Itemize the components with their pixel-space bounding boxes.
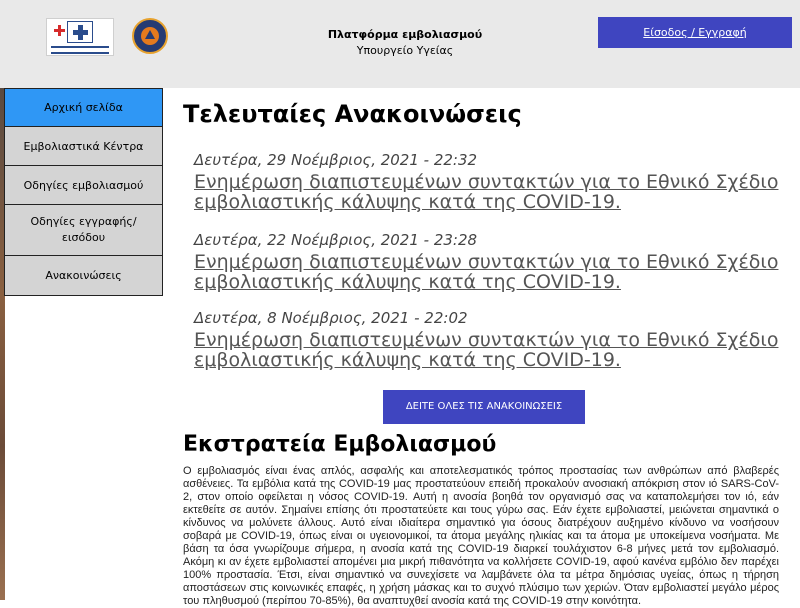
sidebar-item-registration-guide[interactable]: Οδηγίες εγγραφής/ εισόδου <box>4 204 163 256</box>
logo-lettering <box>51 46 109 54</box>
triangle-icon <box>145 30 155 39</box>
civil-protection-logo[interactable] <box>132 18 168 54</box>
ministry-of-health-logo[interactable] <box>46 18 114 56</box>
sidebar-item-vaccination-centers[interactable]: Εμβολιαστικά Κέντρα <box>4 126 163 166</box>
vaccination-campaign-heading: Εκστρατεία Εμβολιασμού <box>183 432 497 457</box>
announcement-link[interactable]: Ενημέρωση διαπιστευμένων συντακτών για το Εθνικό Σχέδιο εμβολιαστικής κάλυψης κατά της COVID-19. <box>194 171 779 213</box>
sidebar-item-home[interactable]: Αρχική σελίδα <box>4 88 163 127</box>
red-cross-icon <box>54 25 65 36</box>
login-register-button[interactable]: Είσοδος / Εγγραφή <box>598 17 792 48</box>
announcement-item <box>194 231 784 292</box>
announcement-item <box>194 151 784 212</box>
announcement-item <box>194 309 784 370</box>
announcement-link[interactable]: Ενημέρωση διαπιστευμένων συντακτών για το Εθνικό Σχέδιο εμβολιαστικής κάλυψης κατά της COVID-19. <box>194 329 779 371</box>
health-cross-icon <box>67 21 93 43</box>
sidebar-item-vaccination-guide[interactable]: Οδηγίες εμβολιασμού <box>4 165 163 205</box>
see-all-announcements-button[interactable]: ΔΕΙΤΕ ΟΛΕΣ ΤΙΣ ΑΝΑΚΟΙΝΩΣΕΙΣ <box>383 390 585 424</box>
vaccination-campaign-text: Ο εμβολιασμός είναι ένας απλός, ασφαλής και αποτελεσματικός τρόπος προστασίας των ανθρώπων από βλαβερές ασθένειες. Τα εμβόλια κατά της COVID-19 μας προστατεύουν επειδή προκαλούν ανοσιακή απόκριση στον ιό SARS-CoV-2, στον οποίο οφείλεται η νόσος COVID-19. Αυτή η ανοσία βοηθά τον οργανισμό σας να καταπολεμήσει τον ιό, εάν εκτεθείτε σε αυτόν. Σημαίνει επίσης ότι προστατεύετε και τους γύρω σας. Εάν έχετε εμβολιαστεί, μειώνεται σημαντικά ο κίνδυνος να μολύνετε άλλους. Αυτό είναι ιδιαίτερα σημαντικό για όσους διατρέχουν αυξημένο κίνδυνο να νοσήσουν σοβαρά με COVID-19, όπως είναι οι υγειονομικοί, τα άτομα μεγάλης ηλικίας και τα άτομα με υποκείμενα νοσήματα. Με βάση τα όσα γνωρίζουμε σήμερα, η ανοσία κατά της COVID-19 διαρκεί τουλάχιστον 6-8 μήνες μετά τον εμβολιασμό. Ακόμη κι αν έχετε εμβολιαστεί απομένει μια μικρή πιθανότητα να κολλήσετε COVID-19, αφού κανένα εμβόλιο δεν παρέχει 100% προστασία. Έτσι, είναι σημαντικό να συνεχίσετε να λαμβάνετε όλα τα μέτρα δημόσιας υγείας, όπως η τήρηση αποστάσεων στις κοινωνικές επαφές, η χρήση μάσκας και το συχνό πλύσιμο των χεριών. Όταν εμβολιαστεί μεγάλο μέρος του πληθυσμού (περίπου 70-85%), θα αναπτυχθεί ανοσία κατά της COVID-19 στην κοινότητα. <box>183 465 779 607</box>
latest-announcements-heading: Τελευταίες Ανακοινώσεις <box>183 100 522 128</box>
platform-title: Πλατφόρμα εμβολιασμού <box>327 28 483 41</box>
announcement-date: Δευτέρα, 22 Νοέμβριος, 2021 - 23:28 <box>194 231 478 249</box>
sidebar-item-announcements[interactable]: Ανακοινώσεις <box>4 255 163 296</box>
platform-subtitle: Υπουργείο Υγείας <box>356 44 454 57</box>
header <box>0 0 800 88</box>
sidebar-nav <box>4 88 163 296</box>
announcement-date: Δευτέρα, 8 Νοέμβριος, 2021 - 22:02 <box>194 309 468 327</box>
announcement-date: Δευτέρα, 29 Νοέμβριος, 2021 - 22:32 <box>194 151 478 169</box>
announcement-link[interactable]: Ενημέρωση διαπιστευμένων συντακτών για το Εθνικό Σχέδιο εμβολιαστικής κάλυψης κατά της COVID-19. <box>194 251 779 293</box>
